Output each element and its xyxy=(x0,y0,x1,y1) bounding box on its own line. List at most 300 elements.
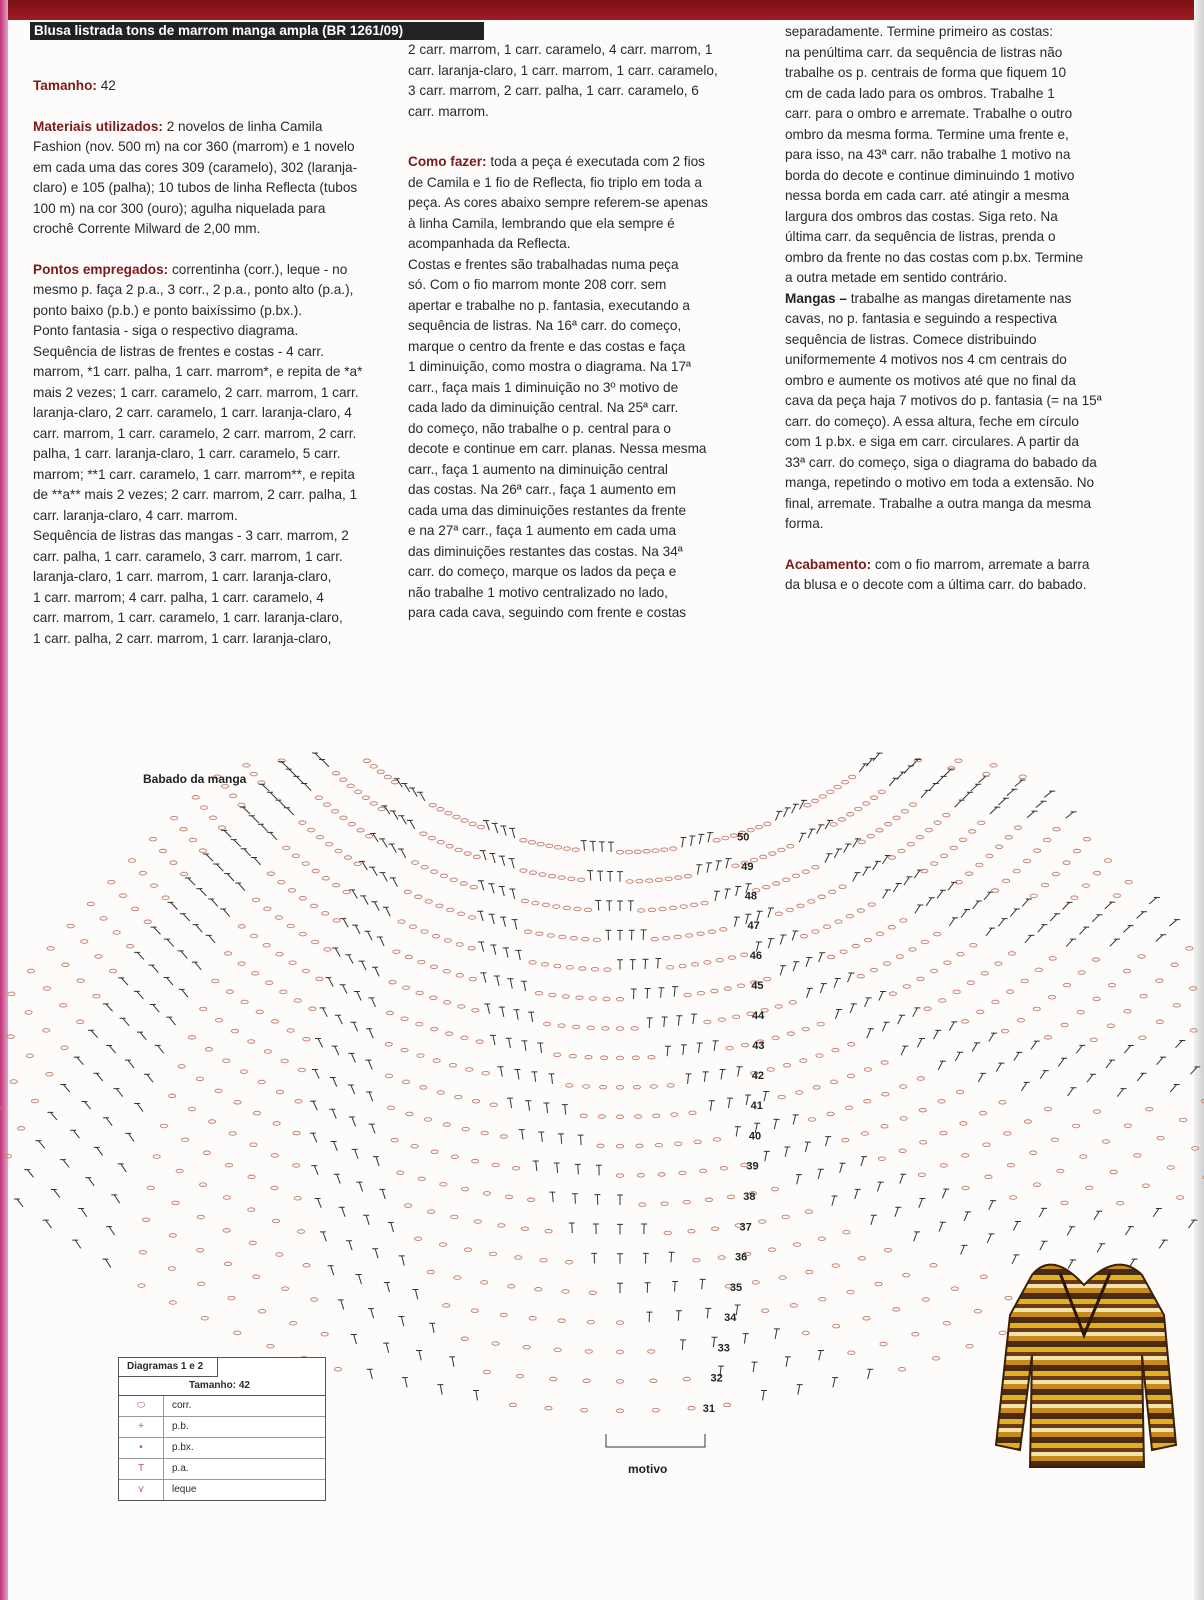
chain-mark xyxy=(764,822,771,826)
chain-mark xyxy=(234,1331,241,1335)
chain-mark xyxy=(1080,1155,1087,1159)
chain-mark xyxy=(764,977,771,981)
double-crochet-mark xyxy=(251,858,261,865)
double-crochet-mark xyxy=(221,830,231,837)
double-crochet-mark xyxy=(549,1192,555,1202)
double-crochet-mark xyxy=(973,901,982,909)
chain-mark xyxy=(833,1324,840,1328)
double-crochet-mark xyxy=(700,1279,706,1289)
chain-mark xyxy=(940,1164,947,1168)
double-crochet-mark xyxy=(399,1256,405,1266)
double-crochet-mark xyxy=(402,1378,408,1388)
double-crochet-mark xyxy=(800,800,808,809)
fan-symbol-icon: ⋎ xyxy=(119,1480,164,1500)
col3-top-line: a outra metade em sentido contrário. xyxy=(785,270,1008,285)
chain-mark xyxy=(773,882,780,886)
chain-mark xyxy=(529,1316,536,1320)
chain-symbol-icon: ⬭ xyxy=(119,1396,164,1416)
double-crochet-mark xyxy=(784,1147,790,1157)
chain-mark xyxy=(852,944,859,948)
chain-mark xyxy=(81,940,88,944)
stitches-line: mesmo p. faça 2 p.a., 3 corr., 2 p.a., ponto alto (p.a.), xyxy=(33,282,354,297)
double-crochet-mark xyxy=(490,945,496,955)
chain-mark xyxy=(451,1155,458,1159)
chain-mark xyxy=(587,1320,594,1324)
chain-mark xyxy=(278,880,285,884)
double-crochet-mark xyxy=(348,1053,355,1062)
chain-mark xyxy=(481,1281,488,1285)
chain-mark xyxy=(1102,1140,1109,1144)
chain-mark xyxy=(362,796,369,800)
double-crochet-mark xyxy=(179,989,188,997)
double-crochet-mark xyxy=(834,978,841,987)
chain-mark xyxy=(1035,968,1042,972)
sleeves-line: cavas, no p. fantasia e seguindo a respectiva xyxy=(785,311,1058,326)
double-crochet-mark xyxy=(703,1072,709,1082)
chain-mark xyxy=(523,1345,530,1349)
double-crochet-mark xyxy=(345,955,353,964)
chain-mark xyxy=(303,1263,310,1267)
chain-mark xyxy=(713,1138,720,1142)
chain-mark xyxy=(113,931,120,935)
chain-mark xyxy=(864,938,871,942)
double-crochet-mark xyxy=(506,1038,512,1048)
chain-mark xyxy=(830,823,837,827)
double-crochet-mark xyxy=(480,973,486,983)
stitches-line: ponto baixo (p.b.) e ponto baixíssimo (p.bx.). xyxy=(33,302,302,318)
chain-mark xyxy=(583,1085,590,1089)
double-crochet-mark xyxy=(372,967,379,976)
chain-mark xyxy=(661,1202,668,1206)
row-number-label: 36 xyxy=(735,1251,748,1264)
chain-mark xyxy=(554,1348,561,1352)
size-label: Tamanho: xyxy=(33,78,97,93)
chain-mark xyxy=(384,775,391,779)
legend-row: + p.b. xyxy=(119,1417,325,1438)
double-crochet-mark xyxy=(371,902,379,911)
chain-mark xyxy=(439,1243,446,1247)
double-crochet-mark xyxy=(897,772,907,780)
diagram-row xyxy=(128,859,1111,1089)
chain-mark xyxy=(437,807,444,811)
chain-mark xyxy=(683,1200,690,1204)
chain-mark xyxy=(970,943,977,947)
chain-mark xyxy=(625,850,632,854)
double-crochet-mark xyxy=(850,1004,857,1013)
row-number-label: 40 xyxy=(748,1130,762,1143)
chain-mark xyxy=(469,977,476,981)
double-crochet-mark xyxy=(725,889,731,899)
chain-mark xyxy=(169,1301,176,1305)
double-crochet-mark xyxy=(806,957,812,966)
double-crochet-mark xyxy=(591,1253,597,1263)
chain-mark xyxy=(655,878,662,882)
double-crochet-mark xyxy=(310,1101,317,1110)
double-crochet-mark xyxy=(1123,926,1133,933)
double-crochet-mark xyxy=(224,874,234,881)
double-crochet-mark xyxy=(286,769,296,776)
row-number-label: 48 xyxy=(744,890,757,903)
double-crochet-mark xyxy=(284,808,294,815)
double-crochet-mark xyxy=(373,1157,379,1166)
chain-mark xyxy=(841,780,848,784)
chain-mark xyxy=(1077,1010,1084,1014)
chain-mark xyxy=(267,872,274,876)
chain-mark xyxy=(344,856,351,860)
chain-mark xyxy=(636,879,643,883)
double-crochet-mark xyxy=(792,931,798,940)
chain-mark xyxy=(802,1331,809,1335)
chain-mark xyxy=(355,790,362,794)
double-crochet-mark xyxy=(681,1045,687,1055)
chain-mark xyxy=(541,963,548,967)
chain-mark xyxy=(554,846,561,850)
chain-mark xyxy=(693,1258,700,1262)
chain-mark xyxy=(473,855,480,859)
double-crochet-mark xyxy=(882,1022,889,1031)
diagram-row xyxy=(312,753,922,883)
chain-mark xyxy=(1043,838,1050,842)
double-crochet-mark xyxy=(818,1169,824,1179)
chain-mark xyxy=(466,1068,473,1072)
howto-line: não trabalhe 1 motivo centralizado no lado, xyxy=(408,584,668,600)
chain-mark xyxy=(974,1309,981,1313)
chain-mark xyxy=(686,934,693,938)
chain-mark xyxy=(558,876,565,880)
chain-mark xyxy=(460,882,467,886)
chain-mark xyxy=(616,1380,623,1384)
chain-mark xyxy=(401,1017,408,1021)
double-crochet-mark xyxy=(507,979,513,989)
double-crochet-mark xyxy=(934,1030,942,1039)
chain-mark xyxy=(903,985,910,989)
chain-mark xyxy=(784,1063,791,1067)
double-crochet-mark xyxy=(356,1182,362,1191)
chain-mark xyxy=(981,972,988,976)
chain-mark xyxy=(881,1124,888,1128)
chain-mark xyxy=(370,802,377,806)
double-crochet-mark xyxy=(917,1038,925,1047)
chain-mark xyxy=(169,1234,176,1238)
double-crochet-mark xyxy=(617,1283,623,1293)
chain-mark xyxy=(266,981,273,985)
chain-mark xyxy=(311,1298,318,1302)
double-crochet-mark xyxy=(986,928,995,936)
col3-top-line: borda do decote e continue diminuindo 1 motivo xyxy=(785,167,1075,183)
chain-mark xyxy=(858,1257,865,1261)
chain-mark xyxy=(428,836,435,840)
col3-top-line: última carr. da sequência de listras, prenda o xyxy=(785,229,1056,244)
row-number-label: 44 xyxy=(752,1009,765,1022)
chain-mark xyxy=(1073,849,1080,853)
double-crochet-mark xyxy=(578,1135,584,1145)
chain-mark xyxy=(295,1100,302,1104)
chain-mark xyxy=(944,961,951,965)
chain-mark xyxy=(26,1054,33,1058)
chain-mark xyxy=(472,1009,479,1013)
chain-mark xyxy=(925,828,932,832)
double-crochet-mark xyxy=(698,834,704,844)
chain-mark xyxy=(199,1183,206,1187)
double-crochet-mark xyxy=(379,839,387,848)
chain-mark xyxy=(962,1154,969,1158)
double-crochet-mark xyxy=(978,1073,986,1082)
double-crochet-mark xyxy=(898,1015,905,1024)
motif-label: motivo xyxy=(628,1462,668,1476)
chain-mark xyxy=(880,1342,887,1346)
sleeves-line-0: Mangas – trabalhe as mangas diretamente nas xyxy=(785,290,1072,306)
chain-mark xyxy=(437,1091,444,1095)
howto-line: do começo, não trabalhe o p. central para o xyxy=(408,420,671,436)
chain-mark xyxy=(563,906,570,910)
chain-mark xyxy=(616,1350,623,1354)
chain-mark xyxy=(679,1171,686,1175)
double-crochet-mark xyxy=(1105,902,1115,909)
chain-mark xyxy=(176,1169,183,1173)
chain-mark xyxy=(898,849,905,853)
chain-mark xyxy=(559,935,566,939)
double-crochet-mark xyxy=(1106,1060,1115,1068)
chain-mark xyxy=(321,1332,328,1336)
double-crochet-mark xyxy=(367,1369,373,1379)
chain-mark xyxy=(966,872,973,876)
chain-mark xyxy=(755,825,762,829)
double-crochet-mark xyxy=(904,766,914,773)
stitches-line: Sequência de listras de frentes e costas - 4 carr. xyxy=(33,343,324,359)
chain-mark xyxy=(212,979,219,983)
double-crochet-mark xyxy=(35,1141,44,1149)
double-crochet-mark xyxy=(349,1117,356,1126)
chain-mark xyxy=(960,1122,967,1126)
double-crochet-mark xyxy=(832,1378,838,1388)
double-crochet-mark xyxy=(166,1017,175,1025)
double-crochet-mark xyxy=(203,854,213,861)
chain-mark xyxy=(1008,952,1015,956)
chain-mark xyxy=(476,1040,483,1044)
stitches-line: carr. laranja-claro, 4 carr. marrom. xyxy=(33,507,238,523)
double-crochet-mark xyxy=(792,804,799,813)
chain-mark xyxy=(420,832,427,836)
chain-mark xyxy=(429,803,436,807)
double-crochet-mark xyxy=(241,849,251,856)
col3-top-line: trabalhe os p. centrais de forma que fiquem 10 xyxy=(785,65,1067,80)
double-crochet-mark xyxy=(478,942,484,952)
chain-mark xyxy=(451,1215,458,1219)
chain-mark xyxy=(616,1086,623,1090)
double-crochet-mark xyxy=(531,1072,537,1082)
double-crochet-mark xyxy=(369,867,377,876)
chain-mark xyxy=(867,834,874,838)
chain-mark xyxy=(771,1187,778,1191)
chain-mark xyxy=(60,1004,67,1008)
double-crochet-mark xyxy=(478,881,484,891)
chain-mark xyxy=(566,1084,573,1088)
double-crochet-mark xyxy=(363,1215,369,1225)
chain-mark xyxy=(720,1166,727,1170)
materials-line: claro) e 105 (palha); 10 tubos de linha Reflecta (tubos xyxy=(33,180,358,195)
col2-top-line: 3 carr. marrom, 2 carr. palha, 1 carr. caramelo, 6 xyxy=(408,83,699,98)
double-crochet-mark xyxy=(538,1132,544,1142)
chain-mark xyxy=(532,901,539,905)
chain-mark xyxy=(934,932,941,936)
chain-mark xyxy=(912,1332,919,1336)
chain-mark xyxy=(281,1059,288,1063)
double-crochet-mark xyxy=(1022,899,1032,906)
chain-mark xyxy=(962,1186,969,1190)
chain-mark xyxy=(515,1256,522,1260)
double-crochet-mark xyxy=(206,935,215,943)
chain-mark xyxy=(691,903,698,907)
chain-mark xyxy=(432,934,439,938)
row-number-label: 38 xyxy=(743,1190,756,1203)
chain-mark xyxy=(1004,1132,1011,1136)
double-crochet-mark xyxy=(409,788,417,797)
chain-mark xyxy=(431,1150,438,1154)
double-crochet-mark xyxy=(178,951,188,959)
double-crochet-mark xyxy=(499,887,505,897)
double-crochet-mark xyxy=(989,1033,997,1041)
double-crochet-mark xyxy=(533,1161,539,1171)
sleeves-line: sequência de listras. Comece distribuindo xyxy=(785,331,1037,347)
chain-mark xyxy=(453,815,460,819)
double-crochet-mark xyxy=(1079,927,1089,934)
chain-mark xyxy=(667,1084,674,1088)
chain-mark xyxy=(142,1218,149,1222)
chain-mark xyxy=(604,968,611,972)
double-crochet-mark xyxy=(680,1340,686,1350)
chain-mark xyxy=(421,865,428,869)
chain-mark xyxy=(1093,1110,1100,1114)
chain-mark xyxy=(688,1229,695,1233)
sleeves-label: Mangas – xyxy=(785,290,847,306)
chain-mark xyxy=(922,1298,929,1302)
double-crochet-mark xyxy=(354,991,361,1000)
double-crochet-mark xyxy=(74,1057,84,1064)
chain-mark xyxy=(787,1032,794,1036)
chain-mark xyxy=(637,1174,644,1178)
double-crochet-mark xyxy=(646,1312,652,1322)
chain-mark xyxy=(250,1143,257,1147)
double-crochet-mark xyxy=(961,1245,968,1254)
double-crochet-mark xyxy=(548,1074,554,1084)
chain-mark xyxy=(633,1085,640,1089)
diagram-row xyxy=(278,759,962,912)
chain-mark xyxy=(1107,1024,1114,1028)
double-crochet-mark xyxy=(401,783,409,791)
stitches-line: marrom, *1 carr. palha, 1 carr. marrom*, e repita de *a* xyxy=(33,364,363,379)
double-crochet-mark xyxy=(499,1007,505,1017)
double-crochet-mark xyxy=(1058,1058,1067,1066)
chain-mark xyxy=(196,1077,203,1081)
howto-line: 1 diminuição, como mostra o diagrama. Na 17ª xyxy=(408,359,692,374)
chain-mark xyxy=(579,967,586,971)
double-crochet-mark xyxy=(641,1224,647,1234)
chain-mark xyxy=(779,1276,786,1280)
chain-mark xyxy=(298,1068,305,1072)
double-crochet-mark xyxy=(596,1165,602,1175)
chain-mark xyxy=(449,1063,456,1067)
chain-mark xyxy=(805,1210,812,1214)
chain-mark xyxy=(481,1131,488,1135)
double-crochet-mark xyxy=(707,833,713,843)
double-crochet-mark xyxy=(893,884,901,892)
chain-mark xyxy=(1086,1186,1093,1190)
chain-mark xyxy=(787,844,794,848)
chain-mark xyxy=(563,847,570,851)
double-crochet-mark xyxy=(519,1130,525,1140)
chain-mark xyxy=(1044,1036,1051,1040)
chain-mark xyxy=(616,850,623,854)
materials-label: Materiais utilizados: xyxy=(33,118,163,134)
chain-mark xyxy=(1083,837,1090,841)
double-crochet-mark xyxy=(118,1164,127,1172)
double-crochet-mark xyxy=(390,811,398,819)
chain-mark xyxy=(529,871,536,875)
chain-mark xyxy=(635,1115,642,1119)
chain-mark xyxy=(67,924,74,928)
chain-mark xyxy=(289,961,296,965)
chain-mark xyxy=(832,1048,839,1052)
chain-mark xyxy=(918,1173,925,1177)
chain-mark xyxy=(574,907,581,911)
chain-mark xyxy=(1167,1166,1174,1170)
chain-mark xyxy=(828,955,835,959)
chain-mark xyxy=(264,907,271,911)
chain-mark xyxy=(737,984,744,988)
chain-mark xyxy=(366,834,373,838)
chain-mark xyxy=(616,1056,623,1060)
chain-mark xyxy=(930,969,937,973)
chain-mark xyxy=(900,1085,907,1089)
col3-top-line: ombro da mesma forma. Termine uma frente e, xyxy=(785,126,1069,142)
chain-mark xyxy=(162,896,169,900)
chain-mark xyxy=(834,785,841,789)
double-crochet-mark xyxy=(645,989,651,999)
chain-mark xyxy=(806,1270,813,1274)
chain-mark xyxy=(250,772,257,776)
double-crochet-mark xyxy=(320,1008,328,1017)
double-crochet-mark xyxy=(720,1070,726,1080)
chain-mark xyxy=(907,842,914,846)
chain-mark xyxy=(920,1140,927,1144)
chain-mark xyxy=(444,939,451,943)
double-crochet-mark xyxy=(193,925,203,932)
row-number-label: 31 xyxy=(702,1402,715,1415)
chain-mark xyxy=(489,1252,496,1256)
double-crochet-mark xyxy=(513,1010,519,1020)
double-crochet-mark xyxy=(873,861,881,870)
chain-mark xyxy=(87,902,94,906)
double-crochet-mark xyxy=(111,1195,120,1203)
chain-mark xyxy=(229,1132,236,1136)
sleeves-line: cava da peça haja 7 motivos do p. fantasia (= na 15ª xyxy=(785,393,1102,408)
chain-mark xyxy=(1052,872,1059,876)
chain-mark xyxy=(553,905,560,909)
chain-mark xyxy=(416,1022,423,1026)
chain-mark xyxy=(599,1085,606,1089)
chain-mark xyxy=(917,1077,924,1081)
chain-mark xyxy=(223,1059,230,1063)
double-crochet-mark xyxy=(984,892,993,900)
chain-mark xyxy=(961,1020,968,1024)
double-crochet-mark xyxy=(554,1163,560,1173)
chain-mark xyxy=(311,940,318,944)
double-crochet-mark xyxy=(267,792,277,799)
double-crochet-mark xyxy=(617,872,623,882)
chain-mark xyxy=(708,930,715,934)
chain-mark xyxy=(446,844,453,848)
double-crochet-mark xyxy=(88,1030,98,1037)
